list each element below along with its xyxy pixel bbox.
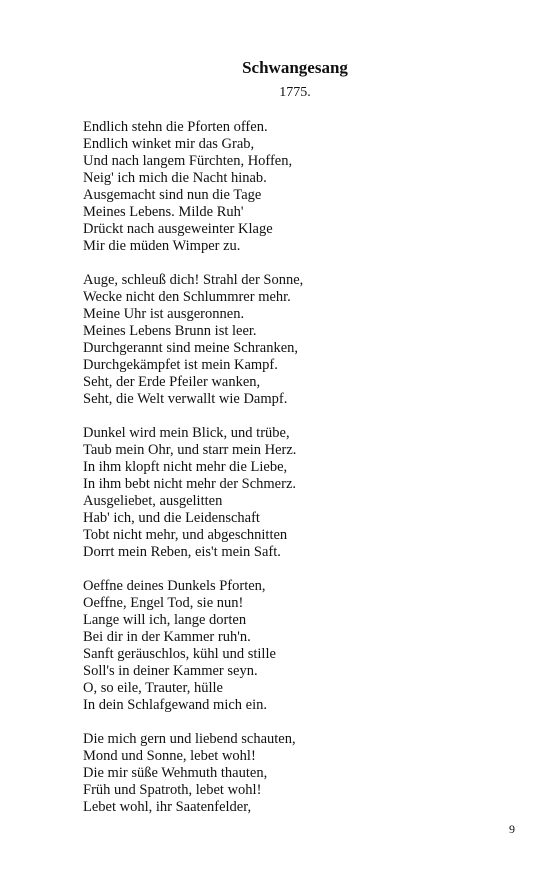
verse-line: Hab' ich, und die Leidenschaft xyxy=(83,510,260,526)
verse-line: Bei dir in der Kammer ruh'n. xyxy=(83,629,251,645)
verse-line: Früh und Spatroth, lebet wohl! xyxy=(83,782,262,798)
verse-line: Seht, die Welt verwallt wie Dampf. xyxy=(83,391,288,407)
verse-line: Mond und Sonne, lebet wohl! xyxy=(83,748,256,764)
verse-line: In ihm klopft nicht mehr die Liebe, xyxy=(83,459,288,475)
verse-line: In dein Schlafgewand mich ein. xyxy=(83,697,268,713)
stanza xyxy=(83,578,523,714)
verse-line: Drückt nach ausgeweinter Klage xyxy=(83,221,273,237)
page-number: 9 xyxy=(509,822,515,836)
verse-line: Lebet wohl, ihr Saatenfelder, xyxy=(83,799,252,815)
verse-line: Meine Uhr ist ausgeronnen. xyxy=(83,306,245,322)
verse-line: Durchgekämpfet ist mein Kampf. xyxy=(83,357,278,373)
verse-line: Neig' ich mich die Nacht hinab. xyxy=(83,170,267,186)
verse-line: Ausgeliebet, ausgelitten xyxy=(83,493,223,509)
poem-title: Schwangesang xyxy=(242,58,348,77)
verse-line: Tobt nicht mehr, und abgeschnitten xyxy=(83,527,288,543)
verse-line: Soll's in deiner Kammer seyn. xyxy=(83,663,258,679)
verse-line: Dorrt mein Reben, eis't mein Saft. xyxy=(83,544,281,560)
verse-line: Oeffne, Engel Tod, sie nun! xyxy=(83,595,244,611)
poem-year: 1775. xyxy=(279,85,311,100)
verse-line: Oeffne deines Dunkels Pforten, xyxy=(83,578,266,594)
verse-line: Endlich winket mir das Grab, xyxy=(83,136,255,152)
stanza xyxy=(83,119,523,255)
verse-line: Seht, der Erde Pfeiler wanken, xyxy=(83,374,261,390)
verse-line: Ausgemacht sind nun die Tage xyxy=(83,187,262,203)
verse-line: In ihm bebt nicht mehr der Schmerz. xyxy=(83,476,297,492)
stanza xyxy=(83,731,523,816)
stanza xyxy=(83,272,523,408)
stanza xyxy=(83,425,523,561)
verse-line: Die mir süße Wehmuth thauten, xyxy=(83,765,268,781)
verse-line: Mir die müden Wimper zu. xyxy=(83,238,241,254)
verse-line: O, so eile, Trauter, hülle xyxy=(83,680,223,696)
verse-line: Meines Lebens Brunn ist leer. xyxy=(83,323,257,339)
verse-line: Taub mein Ohr, und starr mein Herz. xyxy=(83,442,297,458)
poem-body xyxy=(83,119,523,833)
verse-line: Wecke nicht den Schlummrer mehr. xyxy=(83,289,291,305)
verse-line: Die mich gern und liebend schauten, xyxy=(83,731,296,747)
verse-line: Meines Lebens. Milde Ruh' xyxy=(83,204,244,220)
verse-line: Dunkel wird mein Blick, und trübe, xyxy=(83,425,290,441)
verse-line: Endlich stehn die Pforten offen. xyxy=(83,119,268,135)
verse-line: Durchgerannt sind meine Schranken, xyxy=(83,340,299,356)
verse-line: Lange will ich, lange dorten xyxy=(83,612,247,628)
verse-line: Sanft geräuschlos, kühl und stille xyxy=(83,646,276,662)
verse-line: Auge, schleuß dich! Strahl der Sonne, xyxy=(83,272,304,288)
verse-line: Und nach langem Fürchten, Hoffen, xyxy=(83,153,293,169)
